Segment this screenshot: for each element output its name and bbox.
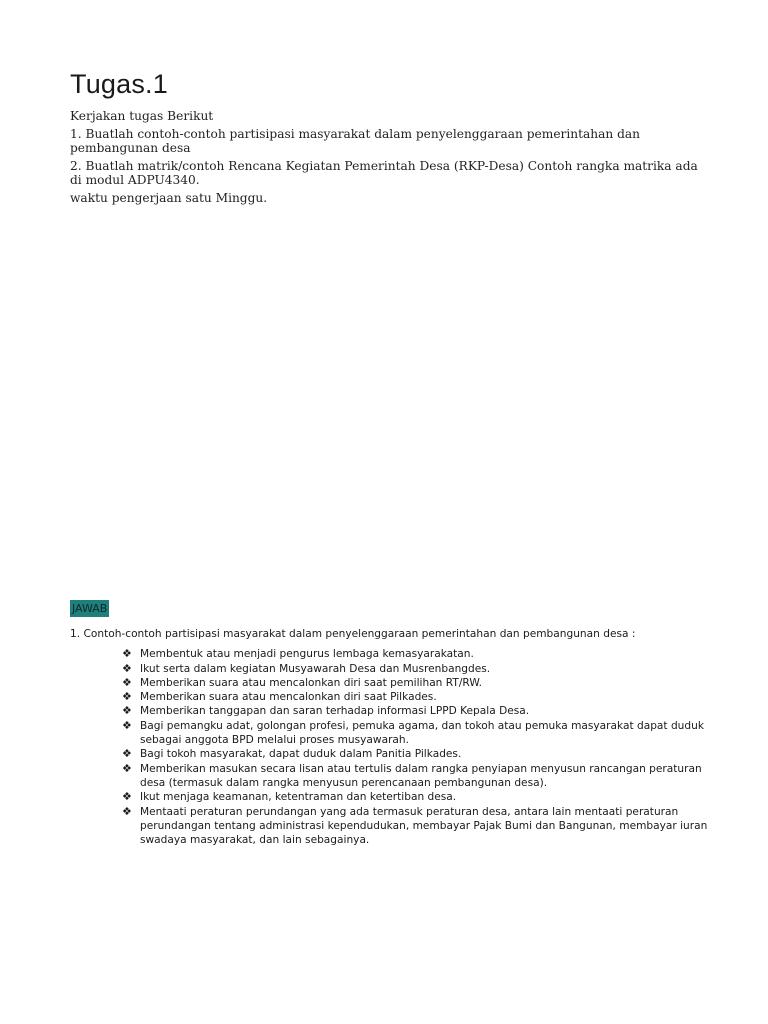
diamond-bullet-icon: ❖ <box>122 747 132 761</box>
list-item <box>122 719 710 748</box>
list-item-text: Mentaati peraturan perundangan yang ada termasuk peraturan desa, antara lain mentaati peraturan perundangan tentang administrasi kependudukan, membayar Pajak Bumi dan Bangunan, membayar iuran swadaya masyarakat, dan lain sebagainya. <box>140 805 708 847</box>
task-deadline: waktu pengerjaan satu Minggu. <box>70 191 268 206</box>
task-item-1: 1. Buatlah contoh-contoh partisipasi masyarakat dalam penyelenggaraan pemerintahan dan pembangunan desa <box>70 127 641 155</box>
diamond-bullet-icon: ❖ <box>122 718 132 732</box>
list-item-text: Memberikan masukan secara lisan atau tertulis dalam rangka penyiapan menyusun rancangan peraturan desa (termasuk dalam rangka menyusun perencanaan pembangunan desa). <box>140 762 702 789</box>
list-item-text: Ikut serta dalam kegiatan Musyawarah Desa dan Musrenbangdes. <box>140 662 491 675</box>
list-item <box>122 790 710 804</box>
task-item-2: 2. Buatlah matrik/contoh Rencana Kegiatan Pemerintah Desa (RKP-Desa) Contoh rangka matrika ada di modul ADPU4340. <box>70 159 698 187</box>
diamond-bullet-icon: ❖ <box>122 647 132 661</box>
list-item-text: Ikut menjaga keamanan, ketentraman dan ketertiban desa. <box>140 791 457 804</box>
answer-section <box>70 627 710 847</box>
diamond-bullet-icon: ❖ <box>122 690 132 704</box>
list-item <box>122 704 710 718</box>
list-item-text: Bagi tokoh masyarakat, dapat duduk dalam Panitia Pilkades. <box>140 748 462 761</box>
diamond-bullet-icon: ❖ <box>122 704 132 718</box>
list-item <box>122 762 710 791</box>
list-item-text: Memberikan tanggapan dan saran terhadap informasi LPPD Kepala Desa. <box>140 705 530 718</box>
task-instructions <box>70 110 710 210</box>
list-item <box>122 676 710 690</box>
diamond-bullet-icon: ❖ <box>122 661 132 675</box>
diamond-bullet-icon: ❖ <box>122 790 132 804</box>
answer-heading: 1. Contoh-contoh partisipasi masyarakat dalam penyelenggaraan pemerintahan dan pembangunan desa : <box>70 628 636 640</box>
answer-list <box>70 647 710 847</box>
list-item-text: Memberikan suara atau mencalonkan diri saat Pilkades. <box>140 691 437 704</box>
list-item <box>122 647 710 661</box>
list-item-text: Memberikan suara atau mencalonkan diri saat pemilihan RT/RW. <box>140 676 482 689</box>
list-item-text: Bagi pemangku adat, golongan profesi, pemuka agama, dan tokoh atau pemuka masyarakat dapat duduk sebagai anggota BPD melalui proses musyawarah. <box>140 719 704 747</box>
list-item <box>122 805 710 848</box>
task-intro: Kerjakan tugas Berikut <box>70 109 214 123</box>
list-item <box>122 747 710 761</box>
list-item <box>122 690 710 704</box>
list-item <box>122 662 710 676</box>
diamond-bullet-icon: ❖ <box>122 675 132 689</box>
list-item-text: Membentuk atau menjadi pengurus lembaga kemasyarakatan. <box>140 648 474 661</box>
diamond-bullet-icon: ❖ <box>122 761 132 775</box>
answer-label: JAWAB <box>72 602 108 615</box>
page-title: Tugas.1 <box>70 69 168 99</box>
diamond-bullet-icon: ❖ <box>122 804 132 818</box>
